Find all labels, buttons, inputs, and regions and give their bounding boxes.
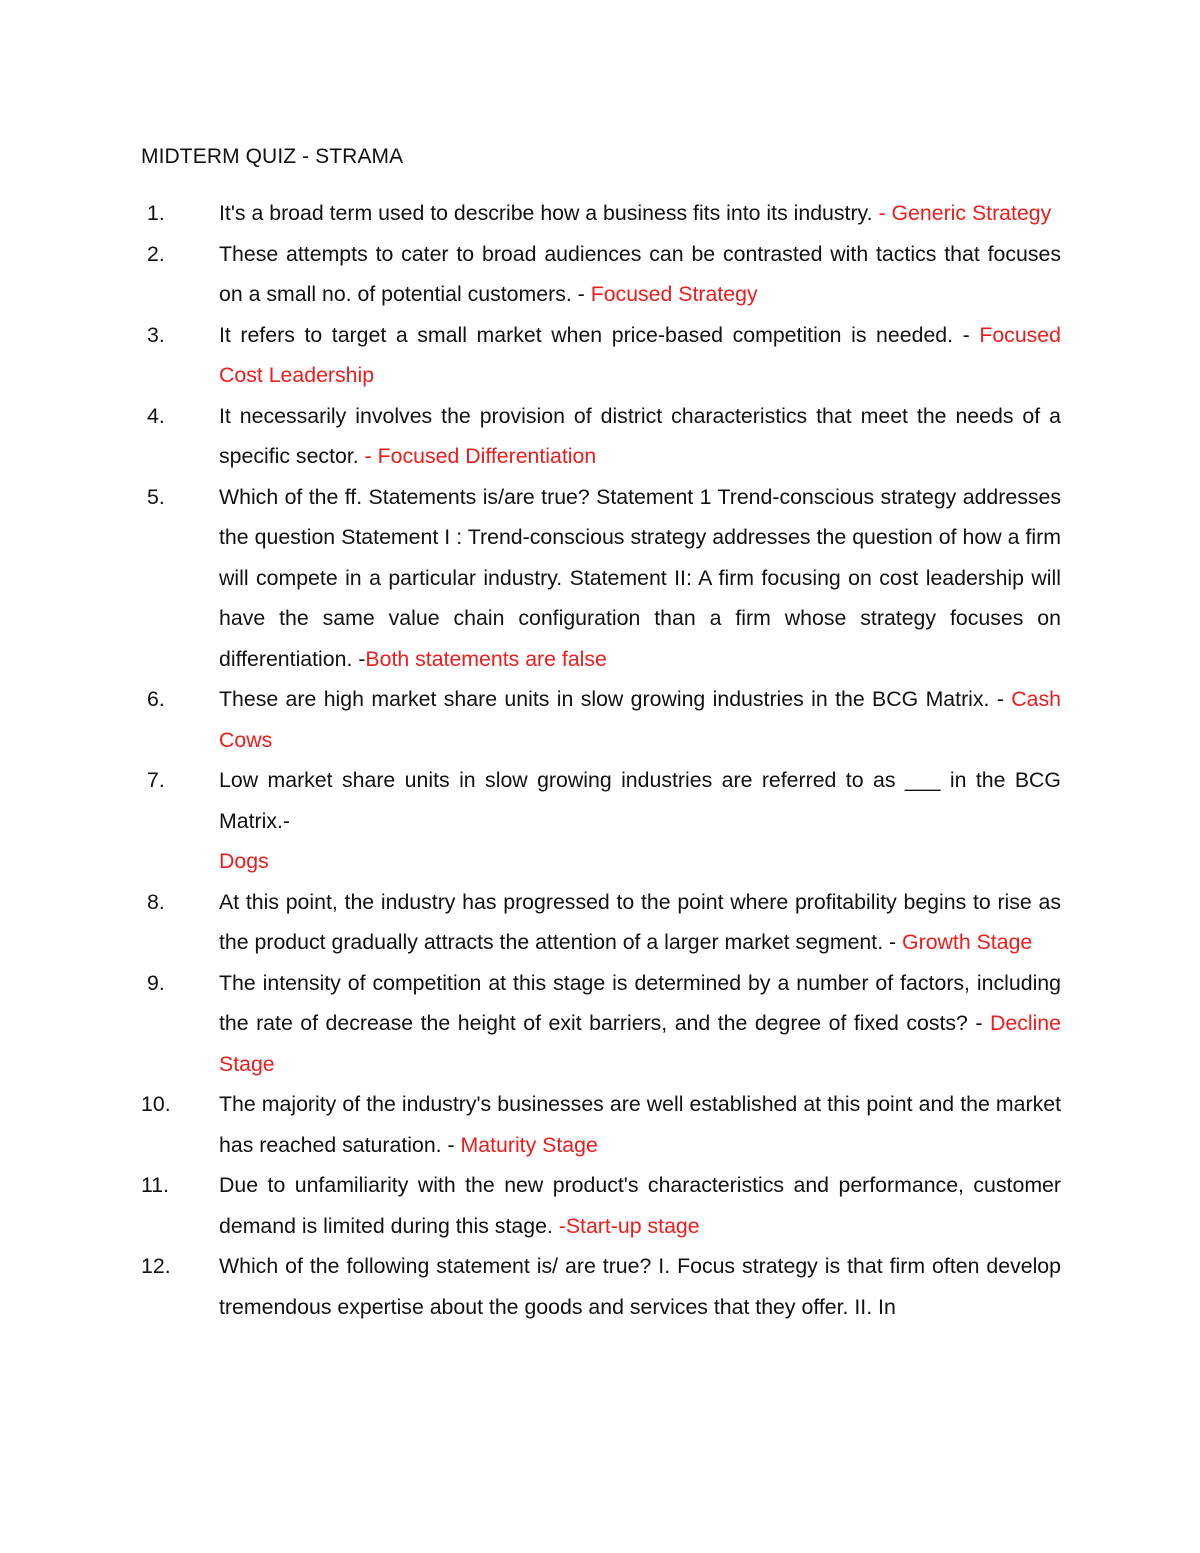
- answer-text: Focused Cost Leadership: [219, 322, 1061, 387]
- question-number: 4.: [147, 403, 165, 428]
- question-text: At this point, the industry has progressed to the point where profitability begins to rise as the product gradually attracts the attention of a larger market segment. -: [219, 889, 1061, 954]
- question-number: 12.: [141, 1254, 171, 1278]
- question-item: [141, 882, 1061, 963]
- question-text: The majority of the industry's businesses are well established at this point and the market has reached saturation. -: [219, 1092, 1061, 1157]
- answer-text: - Focused Differentiation: [364, 444, 597, 468]
- question-item: [141, 760, 1061, 882]
- question-item: [141, 396, 1061, 477]
- question-text: The intensity of competition at this stage is determined by a number of factors, including the rate of decrease the height of exit barriers, and the degree of fixed costs? -: [219, 970, 1061, 1035]
- question-text: It necessarily involves the provision of district characteristics that meet the needs of a specific sector.: [219, 403, 1061, 468]
- answer-text: -Start-up stage: [558, 1213, 700, 1238]
- question-text: It's a broad term used to describe how a business fits into its industry.: [219, 201, 879, 225]
- question-number: 1.: [147, 201, 165, 225]
- question-text: Which of the ff. Statements is/are true? Statement 1 Trend-conscious strategy addresses the question Statement I : Trend-conscious strategy addresses the question of how a firm will compete in a particular industry. Statement II: A firm focusing on cost leadership will have the same value chain configuration than a firm whose strategy focuses on differentiation. -: [219, 484, 1061, 671]
- question-item: [141, 193, 1061, 234]
- question-item: [141, 1084, 1061, 1165]
- question-item: [141, 963, 1061, 1085]
- question-text: Low market share units in slow growing industries are referred to as ___ in the BCG Matrix.-: [219, 768, 1061, 833]
- answer-text: Both statements are false: [365, 646, 607, 671]
- question-item: [141, 234, 1061, 315]
- answer-text: Dogs: [219, 849, 269, 873]
- answer-text: Decline Stage: [219, 1011, 1061, 1076]
- question-list: [141, 193, 1061, 1327]
- question-item: [141, 1246, 1061, 1327]
- answer-text: Maturity Stage: [460, 1132, 598, 1157]
- question-number: 5.: [147, 484, 165, 509]
- answer-text: Focused Strategy: [590, 282, 758, 306]
- question-item: [141, 477, 1061, 680]
- question-text: These attempts to cater to broad audiences can be contrasted with tactics that focuses on a small no. of potential customers. -: [219, 241, 1061, 306]
- question-text: Due to unfamiliarity with the new product's characteristics and performance, customer demand is limited during this stage.: [219, 1173, 1061, 1238]
- question-number: 3.: [147, 322, 165, 347]
- question-item: [141, 315, 1061, 396]
- answer-text: - Generic Strategy: [878, 201, 1052, 225]
- question-text: These are high market share units in slow growing industries in the BCG Matrix. -: [219, 687, 1012, 711]
- question-number: 2.: [147, 241, 165, 266]
- answer-text: Growth Stage: [902, 930, 1033, 954]
- question-text: It refers to target a small market when price-based competition is needed. -: [219, 322, 980, 347]
- question-number: 11.: [141, 1173, 170, 1197]
- question-item: [141, 679, 1061, 760]
- document-title: MIDTERM QUIZ - STRAMA: [141, 145, 404, 168]
- question-number: 7.: [147, 768, 165, 792]
- question-number: 10.: [141, 1092, 171, 1116]
- question-number: 8.: [147, 889, 165, 914]
- question-number: 9.: [147, 970, 165, 995]
- question-text: Which of the following statement is/ are true? I. Focus strategy is that firm often develop tremendous expertise about the goods and services that they offer. II. In: [219, 1254, 1061, 1319]
- question-number: 6.: [147, 687, 165, 711]
- question-item: [141, 1165, 1061, 1246]
- answer-text: Cash Cows: [219, 687, 1061, 752]
